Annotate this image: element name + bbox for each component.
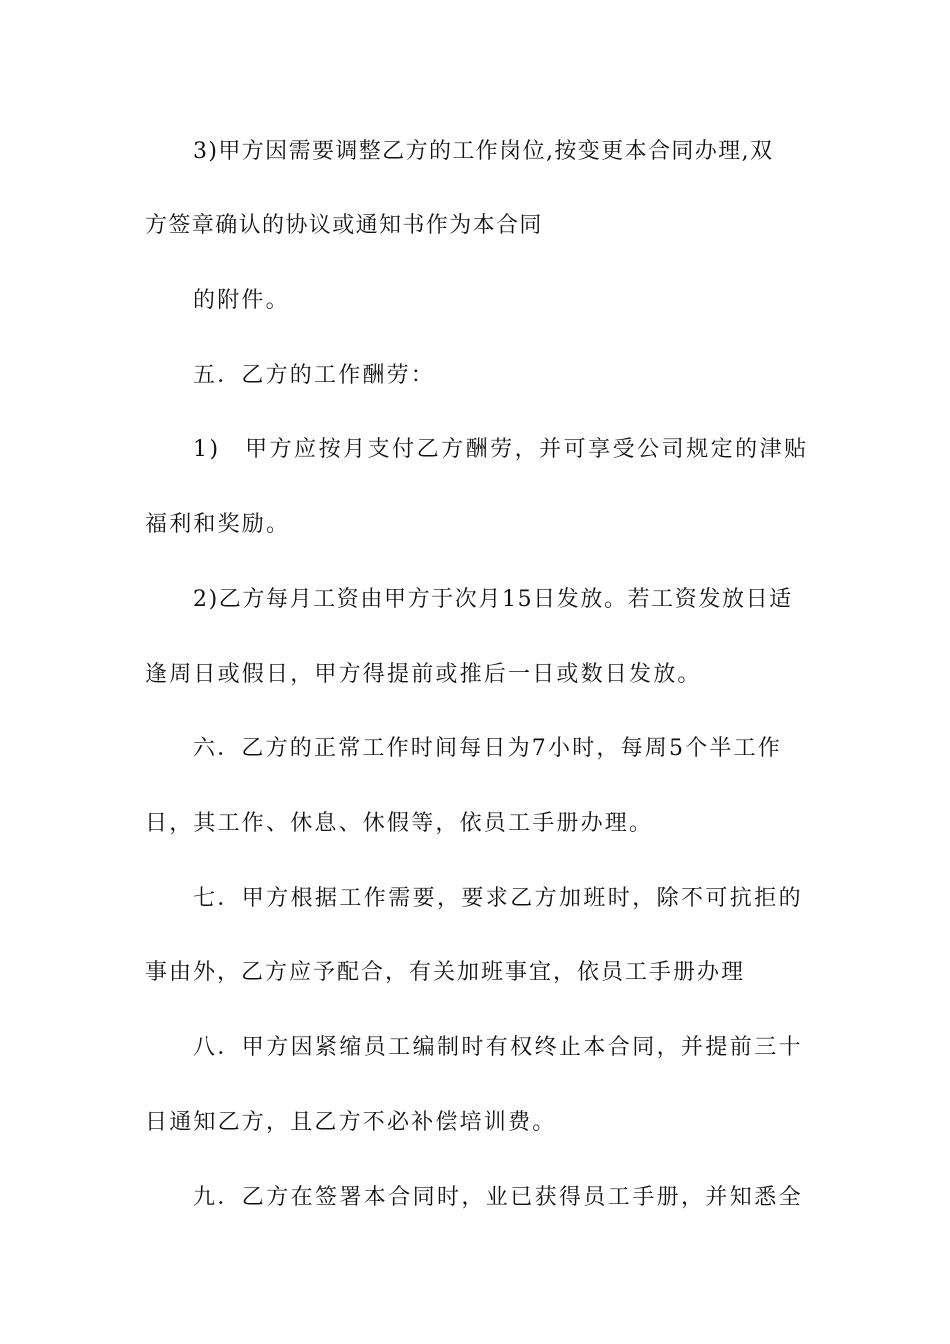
- text-line: 日通知乙方，且乙方不必补偿培训费。: [145, 1110, 557, 1135]
- text-line: 八．甲方因紧缩员工编制时有权终止本合同，并提前三十: [193, 1035, 804, 1060]
- text-line: 福利和奖励。: [145, 512, 291, 537]
- text-line: 九．乙方在签署本合同时，业已获得员工手册，并知悉全: [193, 1185, 804, 1210]
- text-line: 方签章确认的协议或通知书作为本合同: [145, 213, 543, 238]
- section-heading: 五．乙方的工作酬劳：: [193, 363, 436, 388]
- text-line: 日，其工作、休息、休假等，依员工手册办理。: [145, 811, 654, 836]
- text-line: 七．甲方根据工作需要，要求乙方加班时，除不可抗拒的: [193, 886, 804, 911]
- text-line: 事由外，乙方应予配合，有关加班事宜，依员工手册办理: [145, 960, 746, 985]
- text-line: 3)甲方因需要调整乙方的工作岗位,按变更本合同办理,双: [193, 139, 774, 164]
- text-line: 六．乙方的正常工作时间每日为7小时，每周5个半工作: [193, 736, 782, 761]
- text-line: 1) 甲方应按月支付乙方酬劳，并可享受公司规定的津贴: [193, 437, 809, 462]
- text-line: 的附件。: [193, 288, 290, 313]
- text-line: 2)乙方每月工资由甲方于次月15日发放。若工资发放日适: [193, 587, 793, 612]
- text-line: 逢周日或假日，甲方得提前或推后一日或数日发放。: [145, 662, 702, 687]
